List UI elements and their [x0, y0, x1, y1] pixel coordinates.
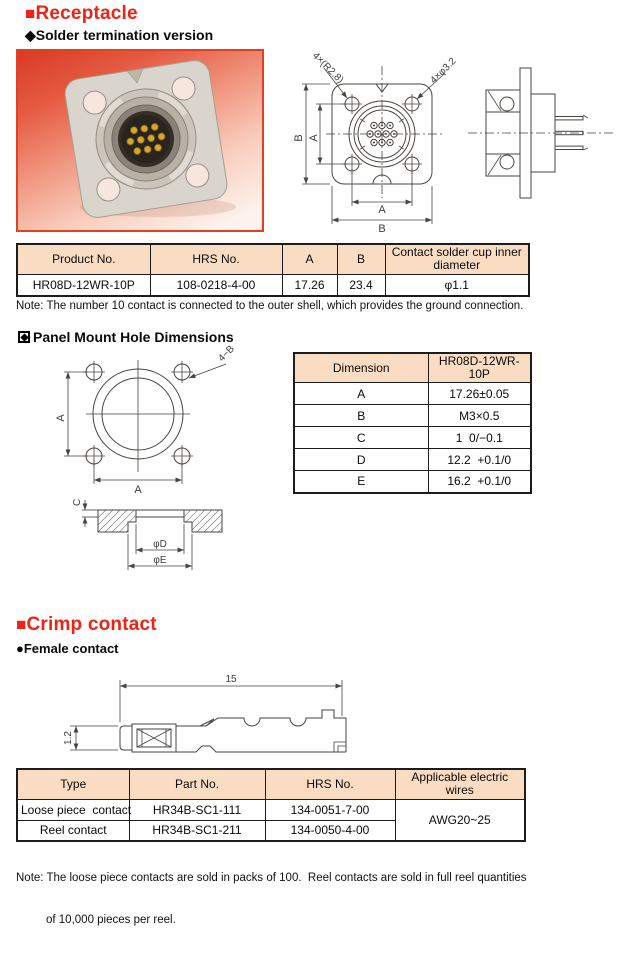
col-part-no: Part No.: [129, 769, 265, 799]
cell-b: 23.4: [337, 274, 385, 296]
col-b: B: [337, 244, 385, 274]
dim-label-a-bottom: A: [378, 204, 386, 216]
receptacle-note: Note: The number 10 contact is connected to the outer shell, which provides the ground connection.: [16, 300, 524, 312]
cell-type: Loose piece contact: [17, 799, 129, 820]
dim-label-b-side: B: [293, 134, 305, 142]
crimp-note: [16, 843, 616, 955]
section-square-icon: ■: [25, 4, 36, 23]
dim-value: 17.26±0.05: [428, 383, 531, 405]
product-photo: [16, 49, 264, 232]
dim-label-height: 1.2: [63, 731, 74, 745]
col-hrs-no: HRS No.: [265, 769, 395, 799]
section-square-icon: ■: [16, 615, 27, 634]
col-hrs-no: HRS No.: [150, 244, 282, 274]
col-a: A: [282, 244, 337, 274]
dim-label-a-bottom: A: [134, 484, 142, 496]
side-view-drawing: [462, 60, 630, 208]
table-header-row: [294, 353, 531, 383]
col-type: Type: [17, 769, 129, 799]
section-title-receptacle: [25, 3, 138, 25]
leader-label-hole: 4−B: [216, 343, 237, 365]
section-title-crimp: [16, 614, 157, 636]
crimp-note-line1: Note: The loose piece contacts are sold in packs of 100. Reel contacts are sold in full reel quantities: [16, 872, 527, 884]
cell-part-no: HR34B-SC1-211: [129, 820, 265, 841]
cell-hrs-no: 108-0218-4-00: [150, 274, 282, 296]
dim-value: 1 0/−0.1: [428, 427, 531, 449]
leader-label-radius: 4×(R2.8): [309, 50, 346, 86]
dim-label-e: φE: [153, 555, 167, 566]
connector-photo-illustration: [18, 51, 262, 230]
table-row: [294, 383, 531, 405]
dim-key: E: [294, 471, 428, 493]
diamond-square-icon: [18, 331, 30, 343]
table-row: [294, 427, 531, 449]
female-contact-drawing: [56, 666, 368, 768]
dim-label-d: φD: [153, 539, 167, 550]
table-row: [294, 405, 531, 427]
leader-label-diameter: 4×φ3.2: [428, 55, 459, 87]
table-header-row: [17, 244, 529, 274]
section-title-text: Receptacle: [35, 3, 138, 24]
subsection-panel-mount: [18, 329, 234, 345]
cell-type: Reel contact: [17, 820, 129, 841]
panel-hole-drawing: [26, 343, 266, 496]
section-title-text: Crimp contact: [26, 614, 157, 635]
crimp-note-line2: of 10,000 pieces per reel.: [46, 914, 176, 926]
front-view-drawing: [276, 46, 481, 238]
dim-label-a-side: A: [308, 134, 320, 142]
dim-key: C: [294, 427, 428, 449]
bullet-icon: ●: [16, 641, 24, 656]
subsection-female-contact: [16, 641, 119, 656]
col-product-no: Product No.: [17, 244, 150, 274]
subsection-title-text: Solder termination version: [35, 27, 214, 43]
cell-hrs-no: 134-0051-7-00: [265, 799, 395, 820]
col-part: HR08D-12WR-10P: [428, 353, 531, 383]
subsection-title-text: Female contact: [23, 641, 119, 656]
crimp-contact-table: [16, 768, 526, 842]
diamond-icon: ◆: [25, 27, 36, 43]
panel-mount-title-text: Panel Mount Hole Dimensions: [33, 329, 234, 345]
cell-hrs-no: 134-0050-4-00: [265, 820, 395, 841]
col-solder-cup: Contact solder cup inner diameter: [385, 244, 529, 274]
cell-product-no: HR08D-12WR-10P: [17, 274, 150, 296]
table-row: [17, 799, 525, 820]
table-row: [17, 274, 529, 296]
panel-dimension-table: [293, 352, 532, 494]
dim-label-c: C: [72, 498, 83, 506]
col-dimension: Dimension: [294, 353, 428, 383]
panel-section-drawing: [70, 496, 235, 588]
dim-key: B: [294, 405, 428, 427]
table-header-row: [17, 769, 525, 799]
dim-value: 12.2 +0.1/0: [428, 449, 531, 471]
cell-a: 17.26: [282, 274, 337, 296]
dim-label-length: 15: [225, 674, 237, 685]
subsection-solder-version: [25, 27, 213, 44]
dim-label-a-side: A: [55, 414, 67, 422]
dim-key: A: [294, 383, 428, 405]
dim-label-b-bottom: B: [378, 223, 386, 235]
col-wires: Applicable electric wires: [395, 769, 525, 799]
table-row: [294, 449, 531, 471]
table-row: [294, 471, 531, 493]
cell-wires: AWG20~25: [395, 799, 525, 841]
receptacle-spec-table: [16, 243, 530, 297]
dim-value: 16.2 +0.1/0: [428, 471, 531, 493]
dim-value: M3×0.5: [428, 405, 531, 427]
cell-part-no: HR34B-SC1-111: [129, 799, 265, 820]
dim-key: D: [294, 449, 428, 471]
cell-solder-cup: φ1.1: [385, 274, 529, 296]
